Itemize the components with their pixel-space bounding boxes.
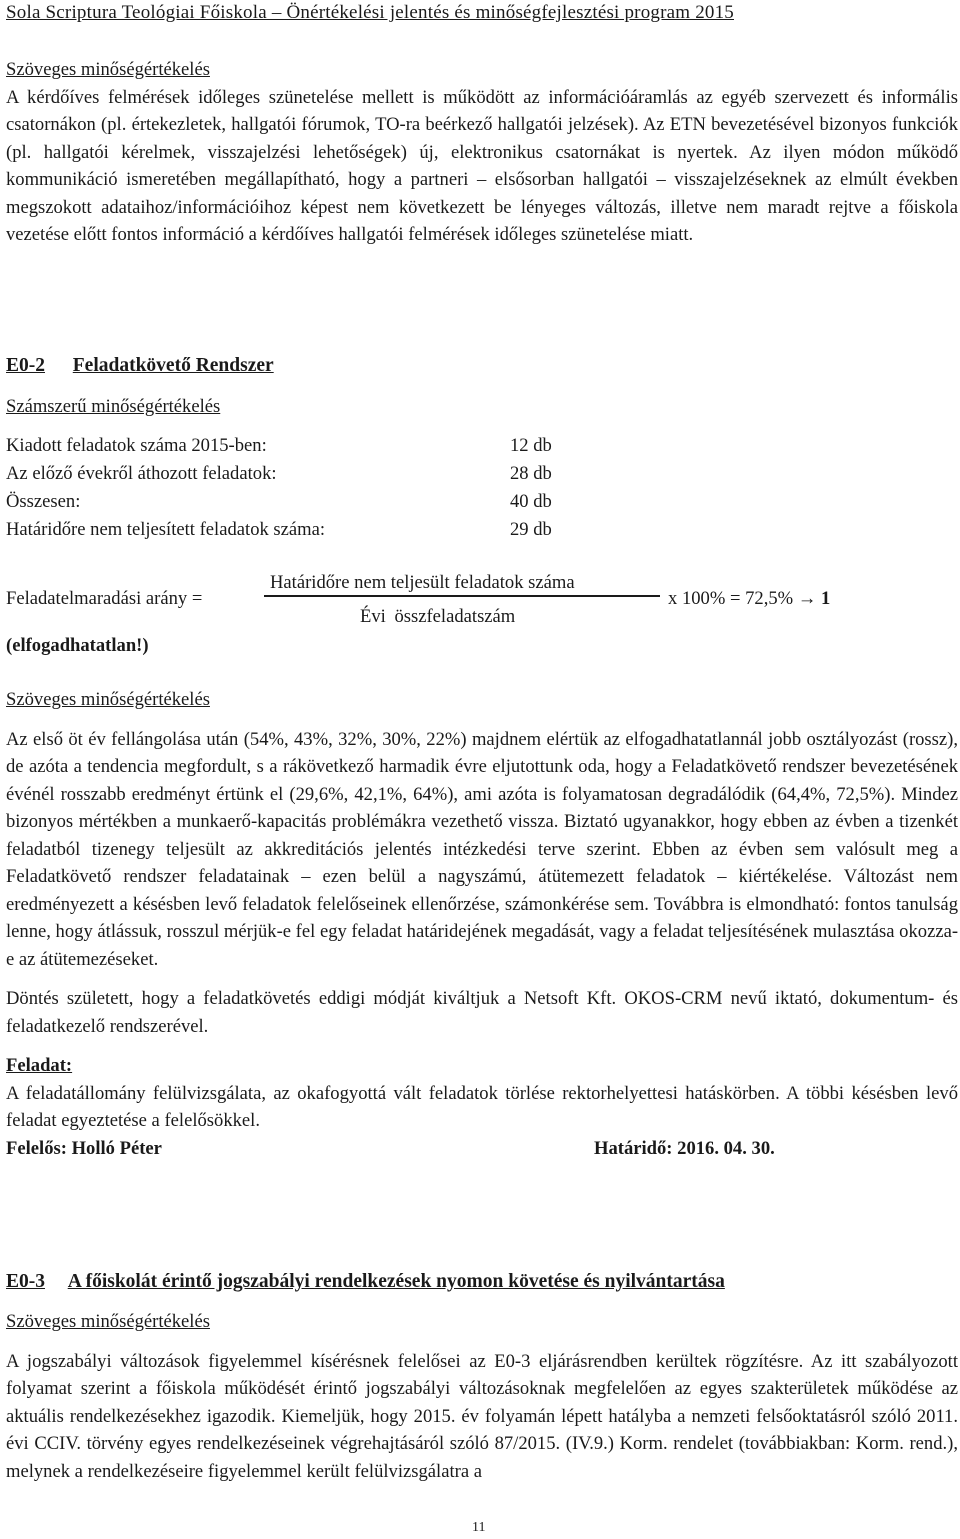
e02-text-heading: Szöveges minőségértékelés bbox=[6, 689, 210, 710]
quant-heading: Számszerű minőségértékelés bbox=[6, 396, 221, 417]
stat-label: Összesen: bbox=[6, 491, 81, 512]
formula-right: x 100% = 72,5% bbox=[668, 588, 798, 609]
responsible: Felelős: Holló Péter bbox=[6, 1137, 162, 1159]
e02-paragraph-2: Döntés született, hogy a feladatkövetés eddigi módját kiváltjuk a Netsoft Kft. OKOS-CRM nevű iktató, dokumentum- és feladatkezelő rendszerével. bbox=[6, 988, 958, 1037]
stat-value: 40 db bbox=[510, 491, 552, 512]
section-e02-code: E0-2 bbox=[6, 355, 45, 376]
e03-paragraph: A jogszabályi változások figyelemmel kísérésnek felelősei az E0-3 eljárásrendben kerültek rögzítésre. Az itt szabályozott folyamat szerint a főiskola működését érintő jogszabályi változásoknak megfelelően az egyes szakterületek működése az aktuális rendelkezésekhez igazodik. Kiemeljük, hogy 2015. év folyamán lépett hatályba a nemzeti felsőoktatásról szóló 2011. évi CCIV. törvény egyes rendelkezéseinek végrehajtásáról szóló 87/2015. (IV.9.) Korm. rendelet (továbbiakban: Korm. rend.), melynek a rendelkezéseire figyelemmel került felülvizsgálatra a bbox=[6, 1350, 958, 1482]
section-e03-name: A főiskolát érintő jogszabályi rendelkezések nyomon követése és nyilvántartása bbox=[67, 1271, 725, 1292]
section-e03-code: E0-3 bbox=[6, 1271, 45, 1292]
e03-text-section bbox=[6, 1308, 958, 1485]
e02-paragraph-1: Az első öt év fellángolása után (54%, 43%, 32%, 30%, 22%) majdnem elértük az elfogadhatatlannál jobb osztályozást (rossz), de azóta a tendencia megfordult, s a rákövetkező harmadik évre eljutottunk oda, hogy a Feladatkövető rendszer bevezetésének événél rosszabb eredményt értünk el (29,6%, 42,1%, 64%), ami azóta is folyamatosan degradálódik (64,4%, 72,5%). Mindez bizonyos mértékben a munkaerő-kapacitás problémákra vezethető vissza. Biztató ugyanakkor, hogy ebben az évben a tizenkét feladatból tizenegy teljesült az akkreditációs jelentés intézkedési terve szerint. Ebben az évben sem valósult meg a Feladatkövető rendszer feladatainak – ezen belül a nagyszámú, átütemezett feladatok – kiértékelése. Változást nem eredményezett a késésben levő feladatok felelőseinek ellenőrzése, számonkérése sem. Továbbra is elmondható: fontos tanulság lenne, hogy átlássuk, rosszul mérjük-e fel egy feladat határidejének megadását, vagy a feladat teljesítésének mulasztása okozza-e az átütemezéseket. bbox=[6, 728, 959, 970]
section-e03-title bbox=[6, 1271, 725, 1293]
stat-value: 29 db bbox=[510, 519, 552, 540]
deadline: Határidő: 2016. 04. 30. bbox=[594, 1137, 775, 1159]
stat-value: 12 db bbox=[510, 435, 552, 456]
section-e02-name: Feladatkövető Rendszer bbox=[72, 355, 274, 376]
fraction-bar bbox=[264, 595, 660, 597]
page-number: 11 bbox=[472, 1520, 486, 1535]
formula-left: Feladatelmaradási arány = bbox=[6, 588, 203, 609]
formula-denominator: Évi összfeladatszám bbox=[360, 606, 516, 627]
stat-label: Határidőre nem teljesített feladatok száma: bbox=[6, 519, 326, 540]
stat-label: Az előző évekről áthozott feladatok: bbox=[6, 463, 277, 484]
formula-result bbox=[668, 588, 830, 610]
formula-numerator: Határidőre nem teljesült feladatok száma bbox=[270, 572, 575, 593]
responsible-line bbox=[6, 1135, 958, 1163]
intro-paragraph: A kérdőíves felmérések időleges szünetelése mellett is működött az információáramlás az egyéb szervezett és informális csatornákon (pl. értekezletek, hallgatói fórumok, TO-ra beérkező hallgatói jelzések). Az ETN bevezetésével bizonyos funkciók (pl. hallgatói kérelmek, visszajelzési lehetőségek) új, elektronikus csatornákat is nyertek. Az ilyen módon működő kommunikáció ismeretében megállapítható, hogy a partneri – elsősorban hallgatói – visszajelzéseknek az elmúlt években megszokott adataihoz/információihoz képest nem következett be lényeges változás, illetve nem maradt rejtve a főiskola vezetése előtt fontos információ a kérdőíves hallgatói felmérések időleges szünetelése miatt. bbox=[6, 86, 958, 245]
section-e02-title bbox=[6, 355, 274, 377]
task-text: A feladatállomány felülvizsgálata, az okafogyottá vált feladatok törlése rektorhelyettesi hatáskörben. A többi késésben levő feladat egyeztetése a felelősökkel. bbox=[6, 1082, 958, 1131]
e03-text-heading: Szöveges minőségértékelés bbox=[6, 1311, 210, 1332]
formula-score: 1 bbox=[821, 588, 831, 609]
ratio-formula bbox=[6, 572, 956, 662]
intro-heading: Szöveges minőségértékelés bbox=[6, 59, 210, 80]
e02-text-section bbox=[6, 686, 958, 1163]
stat-value: 28 db bbox=[510, 463, 552, 484]
intro-section bbox=[6, 56, 958, 249]
task-stats-table bbox=[6, 432, 706, 544]
running-header: Sola Scriptura Teológiai Főiskola – Önértékelési jelentés és minőségfejlesztési program 2015 bbox=[6, 2, 734, 23]
arrow-icon: → bbox=[797, 588, 817, 609]
formula-note: (elfogadhatatlan!) bbox=[6, 635, 149, 656]
stat-label: Kiadott feladatok száma 2015-ben: bbox=[6, 435, 267, 456]
task-label: Feladat: bbox=[6, 1055, 73, 1076]
